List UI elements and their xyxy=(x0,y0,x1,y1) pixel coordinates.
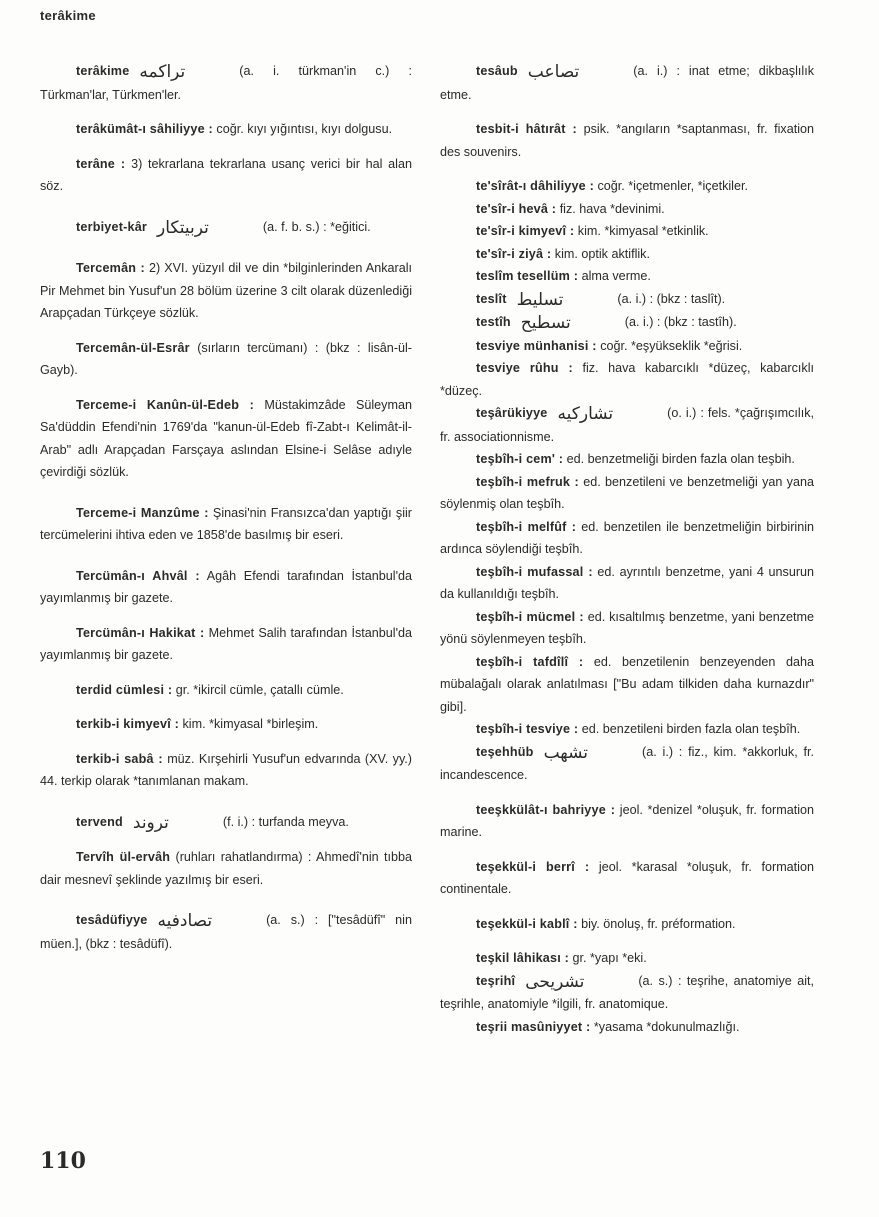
entry-headword: te'sîr-i kimyevî : xyxy=(476,224,575,238)
dictionary-entry xyxy=(40,153,412,198)
entry-definition: (a. f. b. s.) : *eğitici. xyxy=(262,219,371,234)
entry-headword: tervend xyxy=(76,814,123,829)
entry-headword: tesâdüfiyye xyxy=(76,913,148,927)
entry-definition: Mehmet Salih tarafından İstanbul'da yayımlanmış bir gazete. xyxy=(40,625,412,662)
entry-arabic-script: تشریحی xyxy=(525,971,585,992)
dictionary-entry xyxy=(40,118,412,141)
dictionary-entry xyxy=(440,243,814,266)
entry-arabic-script: تصاعب xyxy=(527,62,580,82)
entry-arabic-script: تشارکیه xyxy=(557,404,614,424)
dictionary-entry xyxy=(440,561,814,606)
entry-headword: Terceme-i Manzûme : xyxy=(76,505,209,520)
entry-definition: müz. Kırşehirli Yusuf'un edvarında (XV. yy.) 44. terkip olarak *tanımlanan makam. xyxy=(40,751,413,788)
entry-definition: (f. i.) : turfanda meyva. xyxy=(222,814,349,829)
entry-definition: (a. i.) : (bkz : tastîh). xyxy=(624,315,737,329)
entry-definition: Agâh Efendi tarafından İstanbul'da yayımlanmış bir gazete. xyxy=(40,568,412,605)
entry-headword: Tercümân-ı Ahvâl : xyxy=(76,568,200,583)
dictionary-entry xyxy=(40,846,412,891)
dictionary-entry xyxy=(440,1016,814,1039)
entry-headword: te'sîrât-ı dâhiliyye : xyxy=(476,179,594,193)
entry-headword: tesviye münhanisi : xyxy=(476,338,597,353)
dictionary-entry xyxy=(440,60,814,106)
entry-definition: psik. *angıların *saptanması, fr. fixation des souvenirs. xyxy=(440,122,815,159)
right-column xyxy=(440,60,814,1038)
dictionary-entry xyxy=(440,198,814,221)
entry-definition: ed. benzetilenin benzeyenden daha mübalağalı olarak anlatılması ["Bu adam tilkiden daha kurnazdır" gibi]. xyxy=(440,654,814,714)
dictionary-entry xyxy=(40,748,412,793)
dictionary-entry xyxy=(40,60,412,106)
entry-definition: coğr. kıyı yığıntısı, kıyı dolgusu. xyxy=(216,122,393,136)
entry-arabic-script: تسلیط xyxy=(516,289,564,310)
dictionary-entry xyxy=(440,265,814,288)
entry-headword: terdid cümlesi : xyxy=(76,682,173,697)
dictionary-entry xyxy=(440,220,814,243)
entry-headword: teşrihî xyxy=(476,973,516,988)
entry-headword: teşbîh-i melfûf : xyxy=(476,519,577,534)
entry-headword: te'sîr-i hevâ : xyxy=(476,201,557,216)
entry-arabic-script: تربیتکار xyxy=(157,217,209,238)
entry-arabic-script: تروند xyxy=(132,812,169,833)
entry-arabic-script: تسطیح xyxy=(520,313,571,333)
entry-headword: Terceme-i Kanûn-ül-Edeb : xyxy=(76,397,255,412)
page-number: 110 xyxy=(40,1148,86,1174)
entry-headword: te'sîr-i ziyâ : xyxy=(476,246,552,261)
dictionary-entry xyxy=(440,448,814,471)
entry-headword: terâkümât-ı sâhiliyye : xyxy=(76,122,213,136)
entry-headword: Tercümân-ı Hakikat : xyxy=(76,625,205,640)
entry-headword: teşbîh-i tafdîlî : xyxy=(476,654,584,669)
dictionary-entry xyxy=(440,357,814,402)
dictionary-entry xyxy=(440,402,814,448)
entry-definition: 2) XVI. yüzyıl dil ve din *bilginlerinden Ankaralı Pir Mehmet bin Yusuf'un 28 bölüm üzerine 3 cilt olarak düzenlediği Arapçadan Türkçeye sözlük. xyxy=(40,261,413,320)
entry-headword: testîh xyxy=(476,315,511,329)
dictionary-entry xyxy=(440,335,814,358)
entry-headword: tesbit-i hâtırât : xyxy=(476,122,577,136)
dictionary-entry xyxy=(40,909,412,955)
entry-headword: terâne : xyxy=(76,156,126,171)
entry-definition: (a. i.) : (bkz : taslît). xyxy=(617,291,726,306)
entry-definition: (a. s.) : teşrihe, anatomiye ait, teşrihle, anatomiyle *ilgili, fr. anatomique. xyxy=(440,973,814,1011)
entry-definition: kim. optik aktiflik. xyxy=(554,246,650,261)
dictionary-entry xyxy=(40,565,412,610)
entry-definition: ed. ayrıntılı benzetme, yani 4 unsurun da kullanıldığı teşbîh. xyxy=(440,564,815,601)
dictionary-entry xyxy=(440,606,814,651)
entry-headword: teşekkül-i berrî : xyxy=(476,859,590,874)
dictionary-entry xyxy=(440,856,814,901)
entry-definition: (ruhları rahatlandırma) : Ahmedî'nin tıbba dair mesnevî şeklinde yazılmış bir eseri. xyxy=(40,850,412,887)
entry-headword: Tervîh ül-ervâh xyxy=(76,850,171,864)
dictionary-entry xyxy=(40,713,412,736)
entry-headword: Tercemân : xyxy=(76,261,145,275)
entry-definition: alma verme. xyxy=(581,269,651,283)
entry-headword: tesviye rûhu : xyxy=(476,361,573,375)
dictionary-entry xyxy=(440,970,814,1016)
entry-definition: 3) tekrarlana tekrarlana usanç verici bir hal alan söz. xyxy=(40,156,412,193)
entry-definition: *yasama *dokunulmazlığı. xyxy=(593,1019,740,1034)
dictionary-entry xyxy=(440,288,814,312)
entry-definition: (a. i.) : fiz., kim. *akkorluk, fr. incandescence. xyxy=(440,744,814,782)
dictionary-entry xyxy=(40,337,412,382)
entry-definition: gr. *ikircil cümle, çatallı cümle. xyxy=(175,682,344,697)
entry-headword: terkib-i kimyevî : xyxy=(76,717,179,731)
entry-headword: tesâub xyxy=(476,64,518,78)
entry-definition: gr. *yapı *eki. xyxy=(572,951,647,965)
entry-definition: fiz. hava kabarcıklı *düzeç, kabarcıklı *düzeç. xyxy=(440,361,814,398)
entry-headword: terâkime xyxy=(76,64,130,78)
dictionary-entry xyxy=(440,741,814,787)
entry-headword: teeşkkülât-ı bahriyye : xyxy=(476,802,616,817)
entry-definition: (a. i.) : inat etme; dikbaşlılık etme. xyxy=(440,64,814,102)
dictionary-entry xyxy=(440,913,814,936)
entry-headword: terkib-i sabâ : xyxy=(76,751,163,766)
entry-definition: (sırların tercümanı) : (bkz : lisân-ül-Gayb). xyxy=(40,340,413,377)
entry-headword: teşrii masûniyyet : xyxy=(476,1019,591,1034)
entry-headword: teşbîh-i mufassal : xyxy=(476,564,593,579)
entry-definition: jeol. *karasal *oluşuk, fr. formation continentale. xyxy=(440,859,814,896)
entry-headword: teşbîh-i mefruk : xyxy=(476,474,579,489)
entry-definition: (a. s.) : ["tesâdüfî" nin müen.], (bkz : tesâdüfî). xyxy=(40,913,412,951)
entry-definition: ed. benzetilen ile benzetmeliğin birbirinin ardınca söylendiği teşbîh. xyxy=(440,519,815,556)
entry-headword: terbiyet-kâr xyxy=(76,219,147,234)
entry-headword: teşârükiyye xyxy=(476,406,548,420)
dictionary-entry xyxy=(40,811,412,835)
entry-headword: teşkil lâhikası : xyxy=(476,951,570,965)
entry-arabic-script: تصادفیه xyxy=(157,911,213,931)
entry-definition: fiz. hava *devinimi. xyxy=(559,201,665,216)
entry-definition: coğr. *eşyükseklik *eğrisi. xyxy=(600,338,743,353)
entry-definition: kim. *kimyasal *birleşim. xyxy=(182,717,319,731)
dictionary-entry xyxy=(440,471,814,516)
entry-definition: biy. önoluş, fr. préformation. xyxy=(581,916,736,931)
entry-definition: ed. benzetmeliği birden fazla olan teşbih. xyxy=(566,452,795,466)
dictionary-entry xyxy=(440,311,814,335)
dictionary-entry xyxy=(440,947,814,970)
entry-definition: coğr. *içetmenler, *içetkiler. xyxy=(597,179,748,193)
entry-headword: teşbîh-i tesviye : xyxy=(476,722,579,736)
entry-arabic-script: تشهب xyxy=(543,742,589,763)
dictionary-entry xyxy=(40,257,412,325)
dictionary-entry xyxy=(40,216,412,240)
dictionary-entry xyxy=(40,394,412,484)
entry-definition: ed. benzetileni ve benzetmeliği yan yana söylenmiş olan teşbîh. xyxy=(440,474,814,511)
left-column xyxy=(40,60,412,955)
dictionary-entry xyxy=(440,799,814,844)
dictionary-entry xyxy=(440,651,814,719)
entry-headword: teşbîh-i mücmel : xyxy=(476,609,584,624)
entry-definition: (a. i. türkman'in c.) : Türkman'lar, Türkmen'ler. xyxy=(40,64,412,102)
dictionary-entry xyxy=(440,516,814,561)
entry-headword: teslîm tesellüm : xyxy=(476,269,579,283)
running-head: terâkime xyxy=(40,8,96,23)
entry-headword: teşehhüb xyxy=(476,744,534,759)
entry-definition: (o. i.) : fels. *çağrışımcılık, fr. associationnisme. xyxy=(440,406,814,444)
entry-headword: teşekkül-i kablî : xyxy=(476,916,578,931)
dictionary-entry xyxy=(40,502,412,547)
entry-definition: Şinasi'nin Fransızca'dan yaptığı şiir tercümelerini ihtiva eden ve 1858'de basılmış bir eseri. xyxy=(40,505,413,542)
entry-arabic-script: تراكمه xyxy=(139,62,186,82)
entry-headword: teslît xyxy=(476,291,507,306)
entry-definition: jeol. *denizel *oluşuk, fr. formation marine. xyxy=(440,802,815,839)
dictionary-entry xyxy=(40,679,412,702)
entry-definition: kim. *kimyasal *etkinlik. xyxy=(577,224,709,238)
entry-definition: Müstakimzâde Süleyman Sa'düddin Efendi'nin 1769'da "kanun-ül-Edeb fî-Zabt-ı Kelimât-il-Arab" adlı Arapçadan Farsçaya aslından Elsine-i Selâse adıyle çevirdiği sözlük. xyxy=(40,397,412,479)
entry-definition: ed. kısaltılmış benzetme, yani benzetme yönü söylenmeyen teşbîh. xyxy=(440,609,814,646)
dictionary-entry xyxy=(40,622,412,667)
dictionary-entry xyxy=(440,175,814,198)
entry-definition: ed. benzetileni birden fazla olan teşbîh. xyxy=(581,722,801,736)
entry-headword: teşbîh-i cem' : xyxy=(476,452,564,466)
entry-headword: Tercemân-ül-Esrâr xyxy=(76,340,190,355)
dictionary-entry xyxy=(440,718,814,741)
dictionary-entry xyxy=(440,118,814,163)
